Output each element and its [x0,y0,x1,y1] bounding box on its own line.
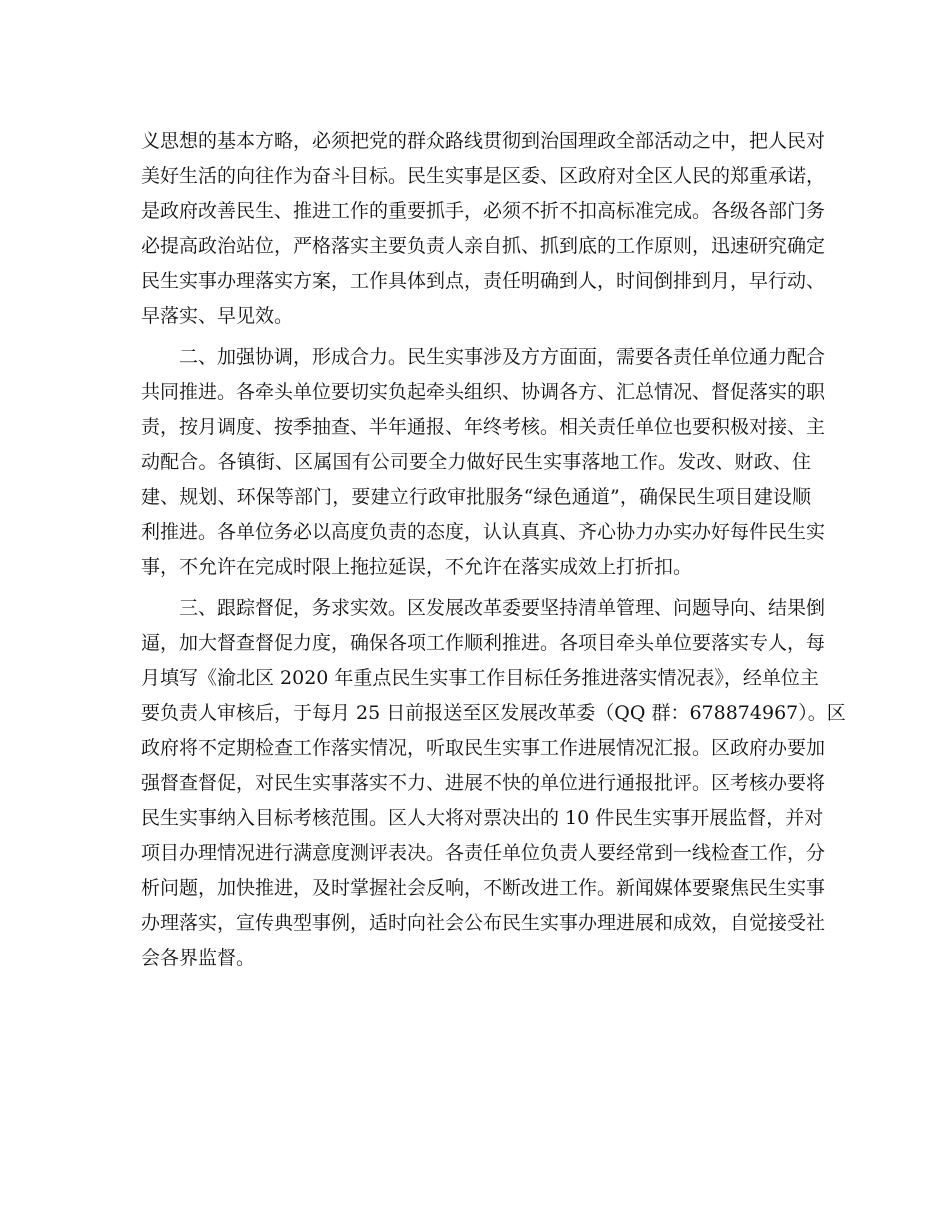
text-line: 三、跟踪督促，务求实效。区发展改革委要坚持清单管理、问题导向、结果倒 [179,597,826,619]
text-line: 二、加强协调，形成合力。民生实事涉及方方面面，需要各责任单位通力配合 [179,346,826,368]
text-line: 必提高政治站位，严格落实主要负责人亲自抓、抓到底的工作原则，迅速研究确定 [141,235,826,257]
text-line: 早落实、早见效。 [141,305,294,327]
text-line: 月填写《渝北区 2020 年重点民生实事工作目标任务推进落实情况表》，经单位主 [141,667,819,689]
paragraph-3 [141,591,846,976]
document-page [141,124,846,982]
text-line: 美好生活的向往作为奋斗目标。民生实事是区委、区政府对全区人民的郑重承诺， [141,165,826,187]
paragraph-1 [141,124,826,334]
text-line: 办理落实，宣传典型事例，适时向社会公布民生实事办理进展和成效，自觉接受社 [141,912,826,934]
text-line: 析问题，加快推进，及时掌握社会反响，不断改进工作。新闻媒体要聚焦民生实事 [141,877,826,899]
text-line: 是政府改善民生、推进工作的重要抓手，必须不折不扣高标准完成。各级各部门务 [141,200,826,222]
text-line: 会各界监督。 [141,947,256,969]
text-line: 政府将不定期检查工作落实情况，听取民生实事工作进展情况汇报。区政府办要加 [141,737,826,759]
text-line: 强督查督促，对民生实事落实不力、进展不快的单位进行通报批评。区考核办要将 [141,772,826,794]
text-line: 事，不允许在完成时限上拖拉延误，不允许在落实成效上打折扣。 [141,556,693,578]
text-line: 义思想的基本方略，必须把党的群众路线贯彻到治国理政全部活动之中，把人民对 [141,130,826,152]
text-line: 要负责人审核后，于每月 25 日前报送至区发展改革委（QQ 群：678874967）。区 [141,702,846,724]
text-line: 逼，加大督查督促力度，确保各项工作顺利推进。各项目牵头单位要落实专人，每 [141,632,826,654]
text-line: 责，按月调度、按季抽查、半年通报、年终考核。相关责任单位也要积极对接、主 [141,416,826,438]
text-line: 动配合。各镇街、区属国有公司要全力做好民生实事落地工作。发改、财政、住 [141,451,811,473]
text-line: 利推进。各单位务必以高度负责的态度，认认真真、齐心协力办实办好每件民生实 [141,521,826,543]
text-line: 共同推进。各牵头单位要切实负起牵头组织、协调各方、汇总情况、督促落实的职 [141,381,826,403]
text-line: 民生实事办理落实方案，工作具体到点，责任明确到人，时间倒排到月，早行动、 [141,270,826,292]
paragraph-2 [141,340,826,585]
text-line: 建、规划、环保等部门，要建立行政审批服务“绿色通道”，确保民生项目建设顺 [141,486,811,508]
text-line: 民生实事纳入目标考核范围。区人大将对票决出的 10 件民生实事开展监督，并对 [141,807,824,829]
text-line: 项目办理情况进行满意度测评表决。各责任单位负责人要经常到一线检查工作，分 [141,842,826,864]
